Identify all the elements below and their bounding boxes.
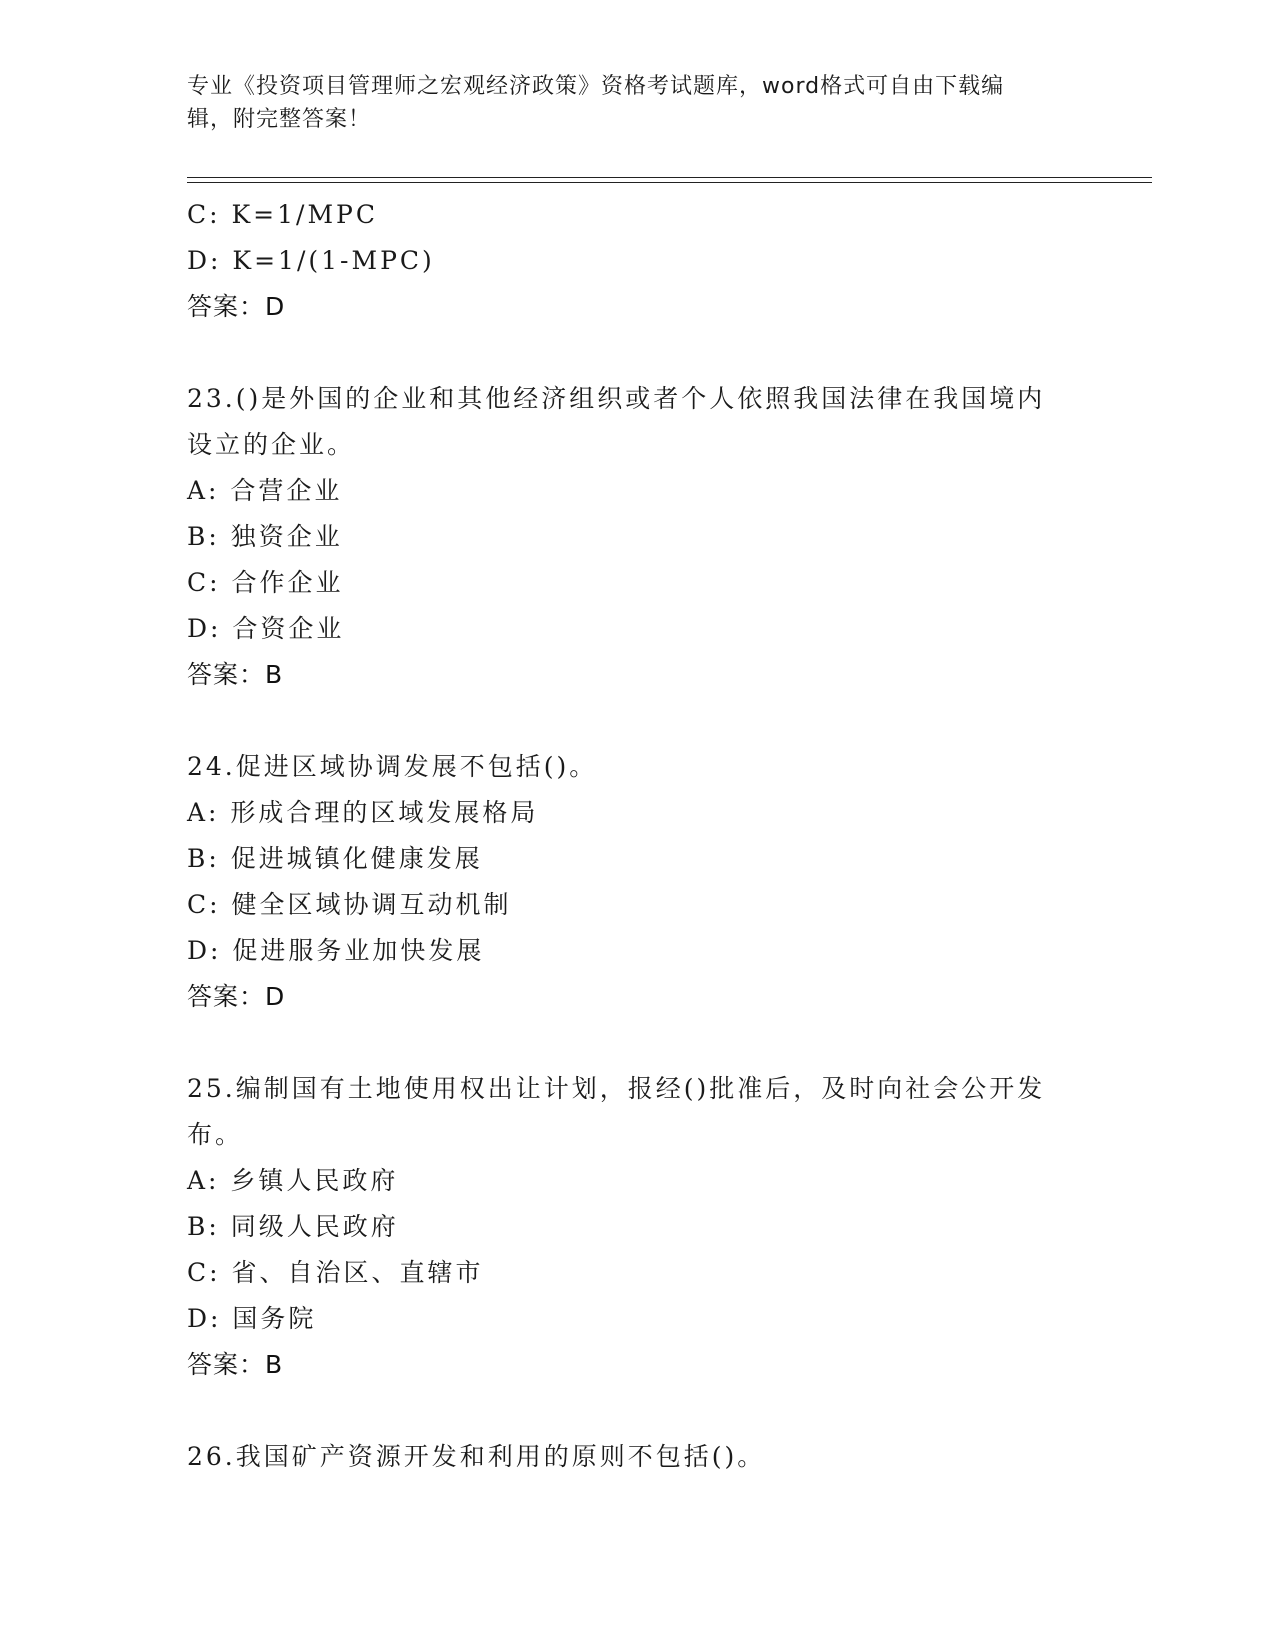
spacer bbox=[187, 1020, 1087, 1066]
spacer bbox=[187, 1388, 1087, 1434]
option-c: C: K=1/MPC bbox=[187, 200, 378, 229]
option-c: C: 健全区域协调互动机制 bbox=[187, 890, 512, 919]
question-stem: 24.促进区域协调发展不包括()。 bbox=[187, 752, 598, 781]
question-stem-continued: 设立的企业。 bbox=[187, 430, 356, 459]
answer-line: 答案：D bbox=[187, 982, 286, 1011]
answer-line: 答案：B bbox=[187, 660, 284, 689]
option-b: B: 促进城镇化健康发展 bbox=[187, 844, 483, 873]
header-rule-bottom bbox=[187, 182, 1152, 183]
header-line-2: 辑，附完整答案！ bbox=[187, 107, 372, 132]
spacer bbox=[187, 698, 1087, 744]
question-26 bbox=[187, 1434, 1087, 1480]
option-b: B: 独资企业 bbox=[187, 522, 343, 551]
option-d: D: 国务院 bbox=[187, 1304, 317, 1333]
answer-line: 答案：B bbox=[187, 1350, 284, 1379]
option-a: A: 形成合理的区域发展格局 bbox=[187, 798, 539, 827]
header-line-1: 专业《投资项目管理师之宏观经济政策》资格考试题库，word格式可自由下载编 bbox=[187, 74, 1005, 99]
question-stem-continued: 布。 bbox=[187, 1120, 244, 1149]
option-a: A: 合营企业 bbox=[187, 476, 343, 505]
answer-line: 答案：D bbox=[187, 292, 286, 321]
document-header bbox=[187, 70, 1067, 136]
question-23 bbox=[187, 376, 1087, 698]
spacer bbox=[187, 330, 1087, 376]
option-d: D: 促进服务业加快发展 bbox=[187, 936, 485, 965]
question-stem: 25.编制国有土地使用权出让计划，报经()批准后，及时向社会公开发 bbox=[187, 1074, 1046, 1103]
option-d: D: 合资企业 bbox=[187, 614, 345, 643]
question-25 bbox=[187, 1066, 1087, 1388]
question-list bbox=[187, 192, 1087, 1480]
question-24 bbox=[187, 744, 1087, 1020]
question-22 bbox=[187, 192, 1087, 330]
question-stem: 23.()是外国的企业和其他经济组织或者个人依照我国法律在我国境内 bbox=[187, 384, 1046, 413]
option-c: C: 省、自治区、直辖市 bbox=[187, 1258, 484, 1287]
header-rule-top bbox=[187, 177, 1152, 178]
option-c: C: 合作企业 bbox=[187, 568, 344, 597]
option-a: A: 乡镇人民政府 bbox=[187, 1166, 399, 1195]
option-b: B: 同级人民政府 bbox=[187, 1212, 399, 1241]
option-d: D: K=1/(1-MPC) bbox=[187, 246, 435, 275]
question-stem: 26.我国矿产资源开发和利用的原则不包括()。 bbox=[187, 1442, 766, 1471]
